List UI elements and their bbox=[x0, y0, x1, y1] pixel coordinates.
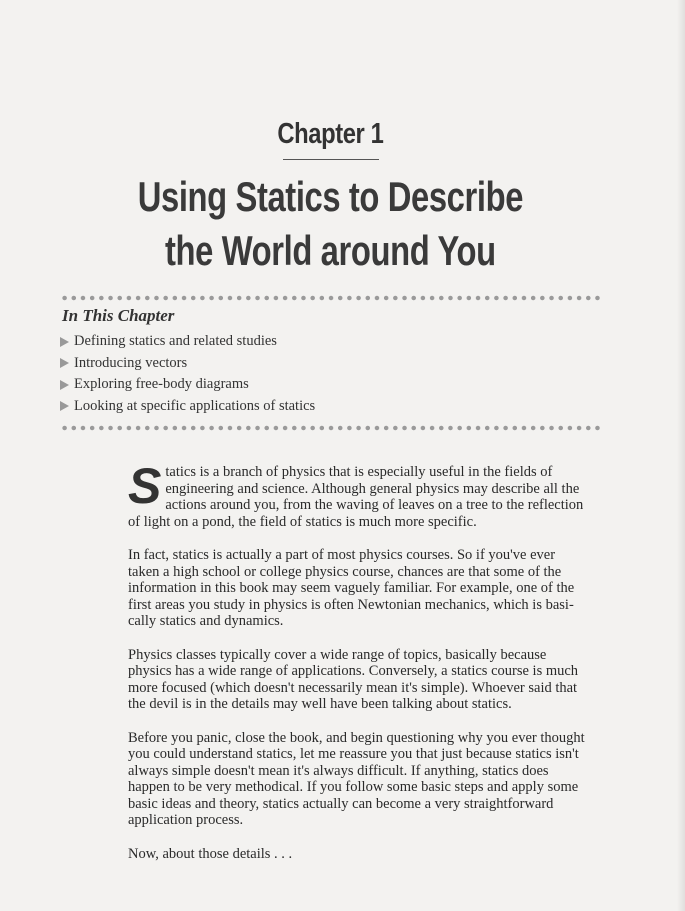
paragraph-1: Statics is a branch of physics that is especially useful in the fields of engineering and science. Although general physics may describe all the actions around you, from the waving of leaves on a tree to the reflection of light on a pond, the field of statics is much more specific. bbox=[128, 458, 584, 530]
list-item: Looking at specific applications of statics bbox=[60, 396, 315, 418]
page-edge-shadow bbox=[677, 0, 685, 911]
body-text bbox=[128, 458, 585, 879]
paragraph-3: Physics classes typically cover a wide range of topics, basically because physics has a wide range of applications. Conversely, a statics course is much more focused (which doesn't necessarily mean it's simple). Whoever said that the devil is in the details may well have been talking about statics. bbox=[128, 646, 579, 713]
list-item: Defining statics and related studies bbox=[60, 331, 315, 353]
chapter-title bbox=[73, 170, 589, 278]
chapter-label: Chapter 1 bbox=[277, 118, 384, 150]
paragraph-2: In fact, statics is actually a part of most physics courses. So if you've ever taken a high school or college physics course, chances are that some of the information in this book may seem vaguely familiar. For example, one of the first areas you study in physics is often Newtonian mechanics, which is basi-cally statics and dynamics. bbox=[128, 546, 575, 630]
in-this-chapter-heading: In This Chapter bbox=[62, 306, 175, 325]
triangle-bullet-icon bbox=[60, 380, 69, 390]
triangle-bullet-icon bbox=[60, 358, 69, 368]
dotted-divider-bottom bbox=[60, 425, 600, 431]
paragraph-5: Now, about those details . . . bbox=[128, 845, 293, 862]
list-item: Introducing vectors bbox=[60, 353, 315, 375]
triangle-bullet-icon bbox=[60, 401, 69, 411]
drop-cap: S bbox=[128, 458, 162, 514]
triangle-bullet-icon bbox=[60, 337, 69, 347]
list-item: Exploring free-body diagrams bbox=[60, 374, 315, 396]
chapter-title-line-1: Using Statics to Describe bbox=[137, 173, 524, 220]
paragraph-4: Before you panic, close the book, and begin questioning why you ever thought you could understand statics, let me reassure you that just because statics isn't always simple doesn't mean it's always difficult. If anything, statics does happen to be very methodical. If you follow some basic steps and apply some basic ideas and theory, statics actually can become a very straightforward application process. bbox=[128, 729, 585, 829]
in-this-chapter-list bbox=[60, 331, 315, 417]
chapter-title-line-2: the World around You bbox=[165, 227, 496, 274]
dotted-divider-top bbox=[60, 295, 600, 301]
chapter-underline bbox=[283, 159, 379, 160]
